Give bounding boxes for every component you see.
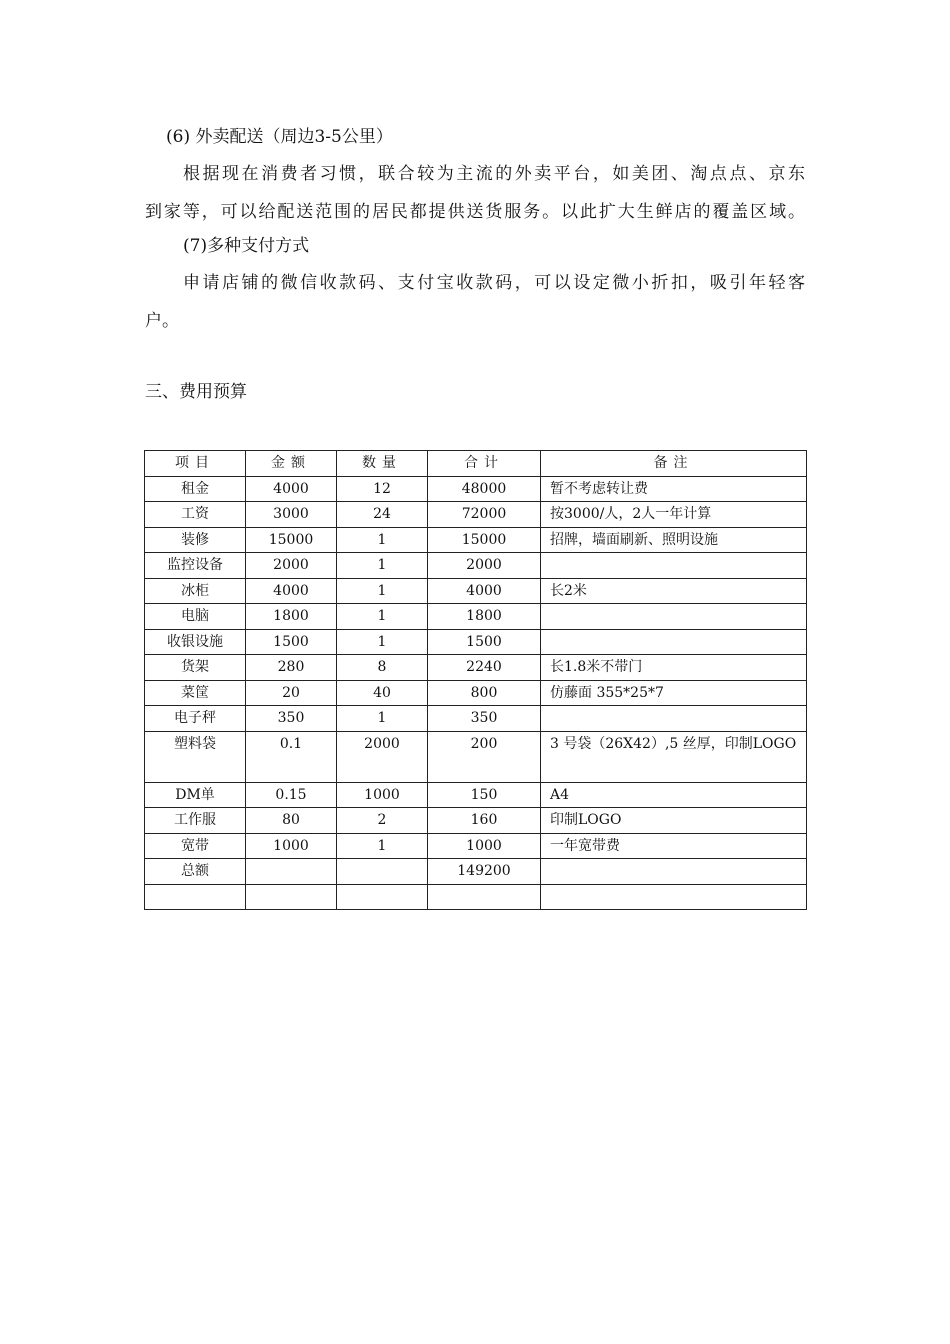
- header-note: 备注: [541, 451, 807, 477]
- table-row: [145, 476, 807, 502]
- cell-amount: 350: [246, 706, 337, 732]
- header-item: 项目: [145, 451, 246, 477]
- cell-quantity: 2: [337, 808, 428, 834]
- budget-section-title: 三、费用预算: [145, 382, 247, 402]
- cell-total: 350: [428, 706, 541, 732]
- cell-item: [145, 884, 246, 910]
- cell-note: [541, 859, 807, 885]
- cell-total: 1500: [428, 629, 541, 655]
- cell-quantity: 1: [337, 706, 428, 732]
- cell-quantity: 1: [337, 527, 428, 553]
- cell-quantity: 1: [337, 578, 428, 604]
- cell-amount: [246, 884, 337, 910]
- cell-quantity: 12: [337, 476, 428, 502]
- cell-item: 冰柜: [145, 578, 246, 604]
- cell-total: 48000: [428, 476, 541, 502]
- cell-note: A4: [541, 782, 807, 808]
- cell-note: 长2米: [541, 578, 807, 604]
- cell-note: 按3000/人，2人一年计算: [541, 502, 807, 528]
- table-row: [145, 680, 807, 706]
- cell-amount: 80: [246, 808, 337, 834]
- cell-quantity: 1: [337, 604, 428, 630]
- section6-paragraph-line1: 根据现在消费者习惯，联合较为主流的外卖平台，如美团、淘点点、京东: [183, 164, 805, 184]
- cell-amount: 2000: [246, 553, 337, 579]
- cell-item: 电子秤: [145, 706, 246, 732]
- cell-note: [541, 604, 807, 630]
- header-amount: 金额: [246, 451, 337, 477]
- table-row-empty: [145, 884, 807, 910]
- budget-table-header-row: [145, 451, 807, 477]
- cell-total: 200: [428, 731, 541, 782]
- cell-note: 仿藤面 355*25*7: [541, 680, 807, 706]
- cell-total: [428, 884, 541, 910]
- cell-total: 4000: [428, 578, 541, 604]
- cell-quantity: 1: [337, 553, 428, 579]
- cell-item: 货架: [145, 655, 246, 681]
- table-row: [145, 833, 807, 859]
- table-row: [145, 808, 807, 834]
- cell-amount: 15000: [246, 527, 337, 553]
- cell-quantity: 8: [337, 655, 428, 681]
- cell-note: [541, 706, 807, 732]
- cell-amount: 3000: [246, 502, 337, 528]
- cell-note: [541, 884, 807, 910]
- cell-amount: 4000: [246, 476, 337, 502]
- table-row: [145, 527, 807, 553]
- cell-quantity: 1: [337, 629, 428, 655]
- cell-total: 2000: [428, 553, 541, 579]
- cell-note: [541, 553, 807, 579]
- cell-note: 3 号袋（26X42）,5 丝厚，印制LOGO: [541, 731, 807, 782]
- table-row: [145, 655, 807, 681]
- cell-total: 150: [428, 782, 541, 808]
- table-row: [145, 706, 807, 732]
- cell-item: 装修: [145, 527, 246, 553]
- cell-item: 宽带: [145, 833, 246, 859]
- cell-amount: 0.15: [246, 782, 337, 808]
- cell-item: 塑料袋: [145, 731, 246, 782]
- table-row: [145, 604, 807, 630]
- cell-amount: [246, 859, 337, 885]
- cell-amount: 0.1: [246, 731, 337, 782]
- cell-item: 工作服: [145, 808, 246, 834]
- cell-amount: 4000: [246, 578, 337, 604]
- cell-quantity: 1: [337, 833, 428, 859]
- cell-total: 72000: [428, 502, 541, 528]
- section6-paragraph-line2: 到家等，可以给配送范围的居民都提供送货服务。以此扩大生鲜店的覆盖区域。: [145, 202, 805, 222]
- cell-item: DM单: [145, 782, 246, 808]
- cell-quantity: [337, 859, 428, 885]
- cell-note: 暂不考虑转让费: [541, 476, 807, 502]
- table-row: [145, 629, 807, 655]
- cell-note: [541, 629, 807, 655]
- cell-quantity: [337, 884, 428, 910]
- section7-heading: (7)多种支付方式: [183, 236, 310, 256]
- table-row: [145, 731, 807, 782]
- table-row: [145, 502, 807, 528]
- cell-total: 1000: [428, 833, 541, 859]
- cell-amount: 1800: [246, 604, 337, 630]
- cell-total: 1800: [428, 604, 541, 630]
- section7-paragraph-line2: 户。: [145, 311, 179, 331]
- cell-note: 招牌，墙面刷新、照明设施: [541, 527, 807, 553]
- cell-item: 监控设备: [145, 553, 246, 579]
- cell-total: 15000: [428, 527, 541, 553]
- cell-amount: 280: [246, 655, 337, 681]
- cell-total: 2240: [428, 655, 541, 681]
- header-quantity: 数量: [337, 451, 428, 477]
- cell-item: 电脑: [145, 604, 246, 630]
- cell-total: 160: [428, 808, 541, 834]
- cell-amount: 20: [246, 680, 337, 706]
- table-row: [145, 782, 807, 808]
- cell-note: 长1.8米不带门: [541, 655, 807, 681]
- cell-note: 一年宽带费: [541, 833, 807, 859]
- header-total: 合计: [428, 451, 541, 477]
- cell-item: 收银设施: [145, 629, 246, 655]
- cell-quantity: 24: [337, 502, 428, 528]
- cell-item: 工资: [145, 502, 246, 528]
- cell-quantity: 40: [337, 680, 428, 706]
- table-row: [145, 553, 807, 579]
- cell-amount: 1000: [246, 833, 337, 859]
- section6-heading: (6) 外卖配送（周边3-5公里）: [166, 127, 393, 147]
- section7-paragraph-line1: 申请店铺的微信收款码、支付宝收款码，可以设定微小折扣，吸引年轻客: [183, 273, 805, 293]
- cell-amount: 1500: [246, 629, 337, 655]
- table-row-total: [145, 859, 807, 885]
- cell-item: 租金: [145, 476, 246, 502]
- cell-total: 149200: [428, 859, 541, 885]
- cell-item: 总额: [145, 859, 246, 885]
- table-row: [145, 578, 807, 604]
- budget-table: [144, 450, 807, 910]
- cell-quantity: 1000: [337, 782, 428, 808]
- cell-note: 印制LOGO: [541, 808, 807, 834]
- cell-quantity: 2000: [337, 731, 428, 782]
- cell-item: 菜筐: [145, 680, 246, 706]
- cell-total: 800: [428, 680, 541, 706]
